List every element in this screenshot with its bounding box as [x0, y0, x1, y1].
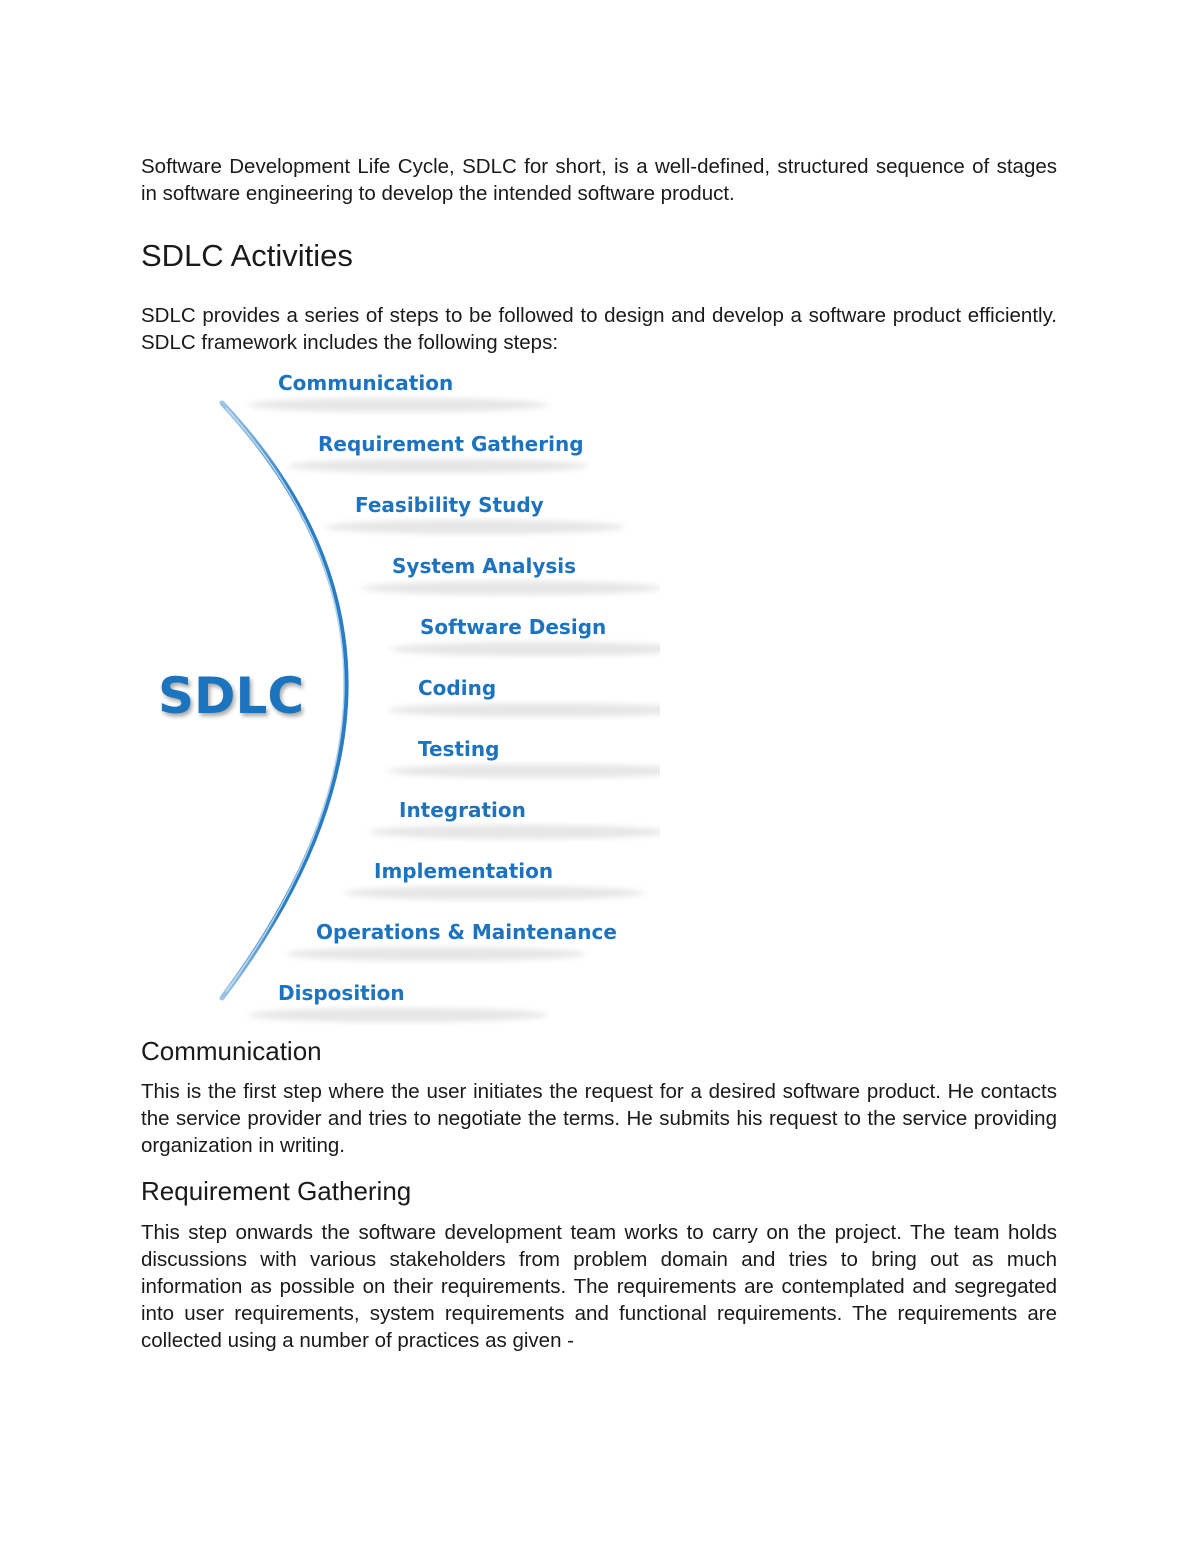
step-shadow: [286, 947, 586, 961]
step-shadow: [390, 642, 660, 656]
step-shadow: [388, 703, 660, 717]
step-shadow: [388, 764, 660, 778]
sdlc-step-label: Communication: [278, 371, 454, 395]
section-intro-paragraph: SDLC provides a series of steps to be followed to design and develop a software product efficiently. SDLC framework includes the following steps:: [141, 304, 1057, 354]
sdlc-step-label: Feasibility Study: [355, 493, 544, 517]
requirement-gathering-paragraph: This step onwards the software development team works to carry on the project. The team holds discussions with various stakeholders from problem domain and tries to bring out as much information as possible on their requirements. The requirements are contemplated and segregated into user requirements, system requirements and functional requirements. The requirements are collected using a number of practices as given -: [141, 1221, 1057, 1352]
step-shadow: [362, 581, 660, 595]
sdlc-center-label: SDLC: [158, 667, 305, 725]
step-shadow: [248, 1008, 548, 1022]
section-title: SDLC Activities: [141, 238, 353, 273]
communication-heading: Communication: [141, 1036, 322, 1066]
sdlc-step-label: Integration: [399, 798, 526, 822]
sdlc-step-label: Operations & Maintenance: [316, 920, 617, 944]
step-shadow: [248, 398, 548, 412]
sdlc-step-label: Implementation: [374, 859, 554, 883]
sdlc-step-label: Requirement Gathering: [318, 432, 584, 456]
step-shadow: [325, 520, 625, 534]
step-shadow: [288, 459, 588, 473]
step-shadow: [344, 886, 644, 900]
sdlc-step-label: Testing: [418, 737, 500, 761]
sdlc-step-label: Software Design: [420, 615, 607, 639]
communication-paragraph: This is the first step where the user initiates the request for a desired software product. He contacts the service provider and tries to negotiate the terms. He submits his request to the service providing organization in writing.: [141, 1080, 1057, 1157]
sdlc-step-label: Disposition: [278, 981, 405, 1005]
sdlc-diagram: [140, 368, 660, 1028]
step-shadow: [369, 825, 660, 839]
requirement-gathering-heading: Requirement Gathering: [141, 1176, 412, 1206]
intro-paragraph: Software Development Life Cycle, SDLC for short, is a well-defined, structured sequence of stages in software engineering to develop the intended software product.: [141, 155, 1057, 205]
sdlc-step-label: System Analysis: [392, 554, 577, 578]
sdlc-step-label: Coding: [418, 676, 497, 700]
